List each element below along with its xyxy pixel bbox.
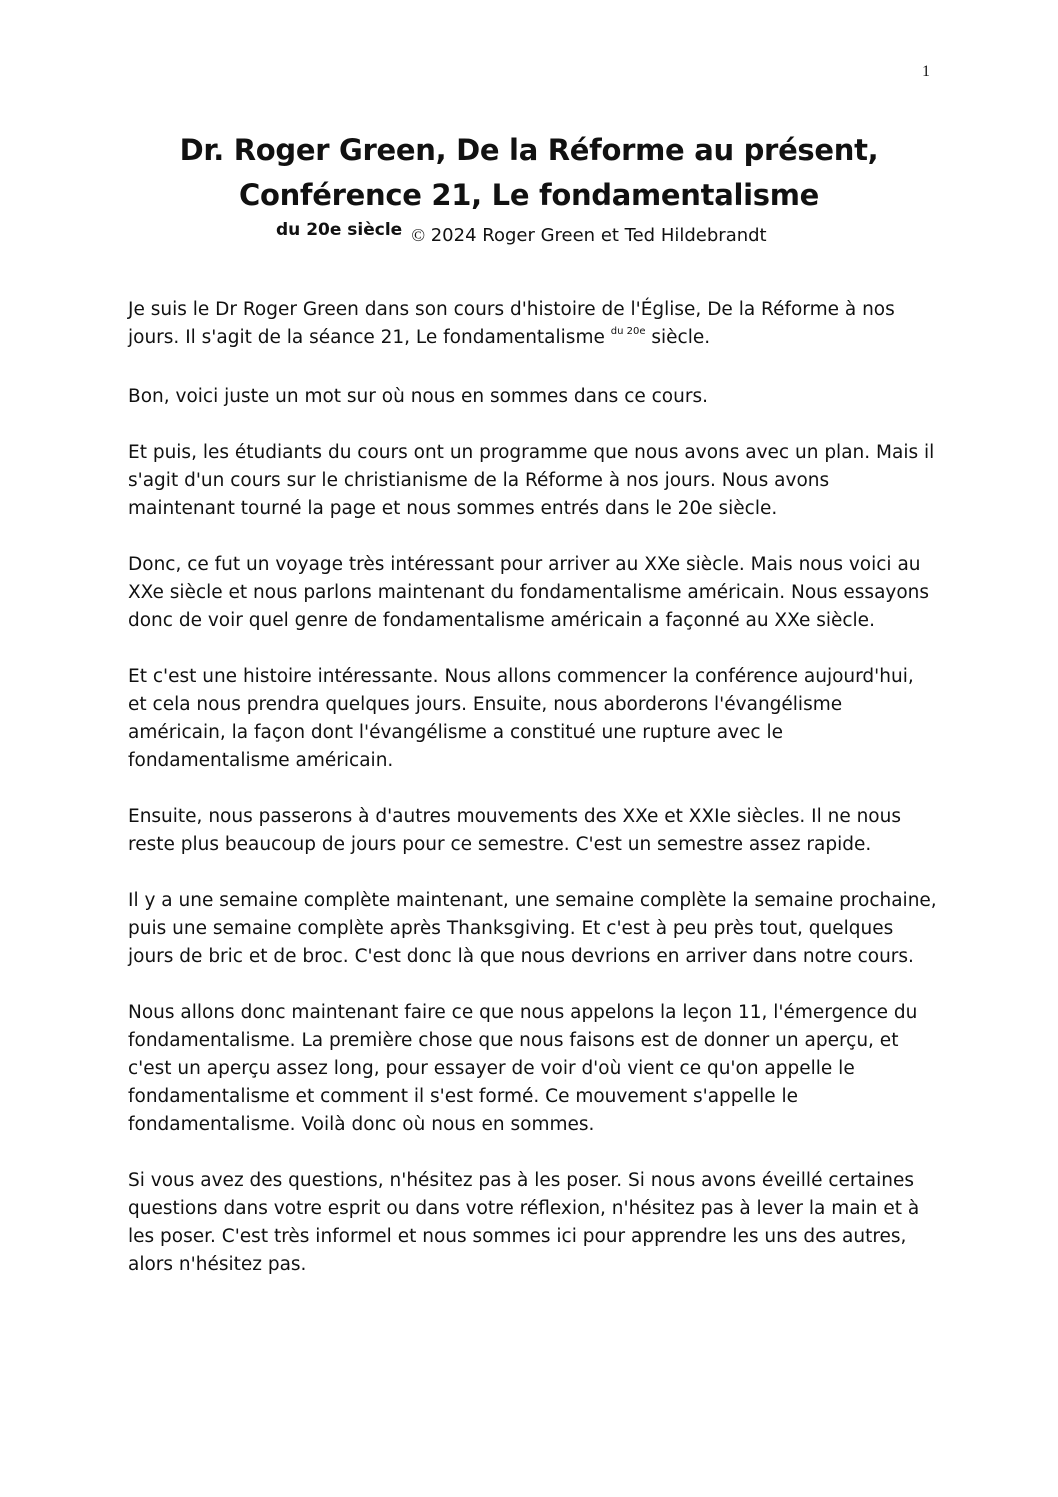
copyright-text: 2024 Roger Green et Ted Hildebrandt [425,225,767,246]
copyright-symbol: © [411,225,425,245]
title-line-2: Conférence 21, Le fondamentalisme [238,178,820,212]
document-title [0,128,1058,218]
paragraph-1-end: siècle. [645,327,711,348]
paragraph-3: Et puis, les étudiants du cours ont un programme que nous avons avec un plan. Mais il s'agit d'un cours sur le christianisme de la Réforme à nos jours. Nous avons maintenant tourné la page et nous sommes entrés dans le 20e siècle. [128,442,935,519]
body-text [128,296,938,1307]
paragraph-5: Et c'est une histoire intéressante. Nous allons commencer la conférence aujourd'hui, et cela nous prendra quelques jours. Ensuite, nous aborderons l'évangélisme américain, la façon dont l'évangélisme a constitué une rupture avec le fondamentalisme américain. [128,666,914,771]
title-line-1: Dr. Roger Green, De la Réforme au présent, [179,133,879,167]
paragraph-8: Nous allons donc maintenant faire ce que nous appelons la leçon 11, l'émergence du fondamentalisme. La première chose que nous faisons est de donner un aperçu, et c'est un aperçu assez long, pour essayer de voir d'où vient ce qu'on appelle le fondamentalisme et comment il s'est formé. Ce mouvement s'appelle le fondamentalisme. Voilà donc où nous en sommes. [128,1002,918,1135]
paragraph-1-superscript: du 20e [610,326,646,337]
paragraph-7: Il y a une semaine complète maintenant, une semaine complète la semaine prochaine, puis une semaine complète après Thanksgiving. Et c'est à peu près tout, quelques jours de bric et de broc. C'est donc là que nous devrions en arriver dans notre cours. [128,890,937,967]
paragraph-9: Si vous avez des questions, n'hésitez pas à les poser. Si nous avons éveillé certaines questions dans votre esprit ou dans votre réflexion, n'hésitez pas à lever la main et à les poser. C'est très informel et nous sommes ici pour apprendre les uns des autres, alors n'hésitez pas. [128,1170,920,1275]
paragraph-6: Ensuite, nous passerons à d'autres mouvements des XXe et XXIe siècles. Il ne nous reste plus beaucoup de jours pour ce semestre. C'est un semestre assez rapide. [128,806,901,855]
paragraph-2: Bon, voici juste un mot sur où nous en sommes dans ce cours. [128,386,708,407]
copyright-notice [411,225,766,246]
paragraph-4: Donc, ce fut un voyage très intéressant pour arriver au XXe siècle. Mais nous voici au XXe siècle et nous parlons maintenant du fondamentalisme américain. Nous essayons donc de voir quel genre de fondamentalisme américain a façonné au XXe siècle. [128,554,930,631]
subtitle-row [276,220,767,246]
paragraph-1 [128,296,938,355]
subtitle-century: du 20e siècle [276,220,403,240]
page-number: 1 [922,63,930,80]
paragraph-1-text: Je suis le Dr Roger Green dans son cours d'histoire de l'Église, De la Réforme à nos jours. Il s'agit de la séance 21, Le fondamentalisme [128,299,895,348]
